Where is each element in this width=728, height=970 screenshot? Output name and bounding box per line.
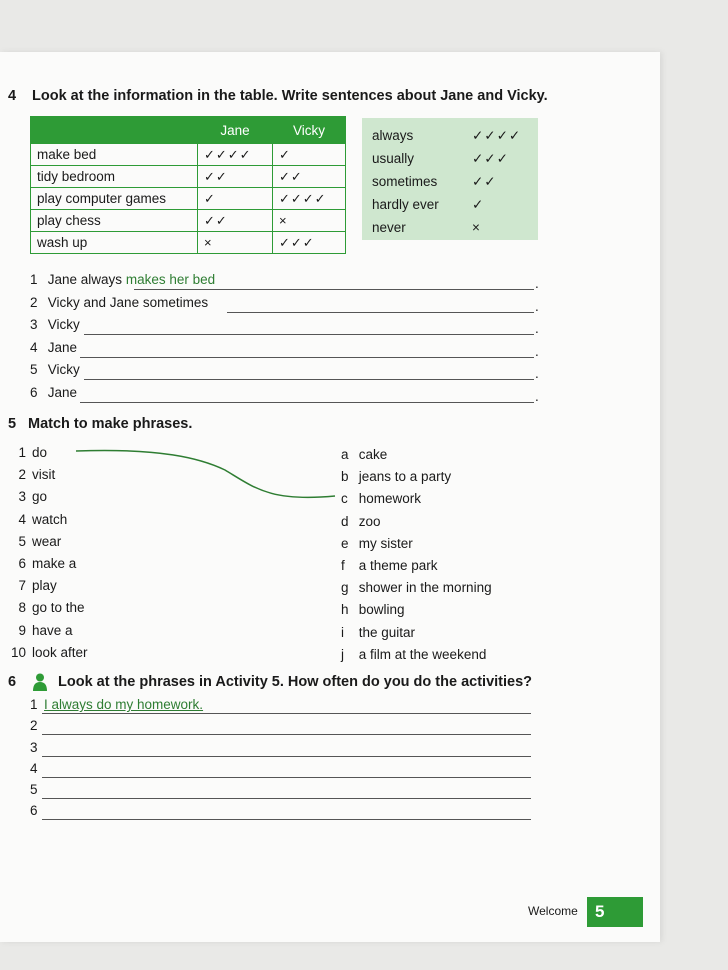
frequency-table (30, 116, 346, 254)
list-item: 8 go to the (18, 600, 85, 616)
answer-line[interactable] (42, 819, 531, 820)
list-item: b jeans to a party (341, 469, 452, 485)
answer-line[interactable] (42, 777, 531, 778)
table-row: play chess ✓✓ × (31, 210, 346, 232)
match-right-column (341, 444, 492, 666)
response-line-3: 3 (30, 740, 38, 755)
list-item: 9 have a (18, 622, 73, 638)
list-item: 3 go (18, 489, 48, 505)
response-line-6: 6 (30, 803, 38, 818)
table-row: make bed ✓✓✓✓ ✓ (31, 144, 346, 166)
exercise-6-title: Look at the phrases in Activity 5. How often do you do the activities? (58, 674, 533, 690)
sentence-2: 2 Vicky and Jane sometimes (30, 295, 209, 310)
list-item: 7 play (18, 578, 57, 594)
table-corner (31, 117, 198, 144)
list-item: d zoo (341, 513, 381, 529)
list-item: e my sister (341, 535, 413, 551)
list-item: a cake (341, 447, 388, 462)
key-row: usually ✓✓✓ (372, 151, 509, 166)
sentence-1: 1 Jane always makes her bed (30, 272, 216, 287)
exercise-6-heading: 6 (8, 674, 17, 690)
answer-line[interactable] (42, 713, 531, 714)
sentence-5: 5 Vicky (30, 362, 80, 377)
page-number: 5 (587, 897, 643, 927)
list-item: 10 look after (10, 644, 88, 660)
answer-line[interactable] (134, 289, 534, 290)
list-item: 1 do (18, 445, 48, 460)
answer-line[interactable] (80, 402, 534, 403)
list-item: h bowling (341, 602, 405, 618)
person-icon (32, 673, 48, 691)
exercise-5-heading: 5 Match to make phrases. (8, 416, 193, 432)
answer-line[interactable] (80, 357, 534, 358)
list-item: 6 make a (18, 556, 77, 572)
handwritten-answer: I always do my homework. (44, 697, 204, 712)
list-item: j a film at the weekend (341, 646, 487, 662)
key-row: sometimes ✓✓ (372, 174, 497, 189)
sentence-3: 3 Vicky (30, 317, 80, 332)
list-item: 2 visit (18, 467, 56, 483)
response-line-1: 1 I always do my homework. (30, 697, 204, 712)
response-line-5: 5 (30, 782, 38, 797)
frequency-key (362, 118, 538, 240)
sentence-4: 4 Jane (30, 340, 78, 355)
exercise-title: Look at the information in the table. Write sentences about Jane and Vicky. (32, 88, 548, 104)
answer-line[interactable] (42, 756, 531, 757)
table-header-jane: Jane (198, 117, 273, 144)
list-item: c homework (341, 491, 422, 507)
table-row: wash up × ✓✓✓ (31, 232, 346, 254)
list-item: 4 watch (18, 511, 68, 527)
list-item: i the guitar (341, 624, 416, 640)
exercise-number: 4 (8, 88, 17, 104)
table-header-vicky: Vicky (273, 117, 346, 144)
key-row: always ✓✓✓✓ (372, 128, 522, 143)
list-item: f a theme park (341, 558, 438, 574)
footer-section-label: Welcome (528, 904, 578, 918)
table-row: play computer games ✓ ✓✓✓✓ (31, 188, 346, 210)
response-line-2: 2 (30, 718, 38, 733)
sentence-6: 6 Jane (30, 385, 78, 400)
table-row: tidy bedroom ✓✓ ✓✓ (31, 166, 346, 188)
answer-line[interactable] (42, 798, 531, 799)
answer-line[interactable] (42, 734, 531, 735)
list-item: g shower in the morning (341, 580, 492, 596)
answer-line[interactable] (227, 312, 534, 313)
answer-line[interactable] (84, 334, 534, 335)
answer-line[interactable] (84, 379, 534, 380)
handwritten-answer: makes her bed (125, 272, 216, 287)
match-line-example (70, 440, 350, 510)
list-item: 5 wear (18, 533, 62, 549)
response-line-4: 4 (30, 761, 38, 776)
exercise-4-heading (8, 88, 548, 104)
key-row: hardly ever ✓ (372, 197, 485, 212)
key-row: never × (372, 220, 481, 235)
